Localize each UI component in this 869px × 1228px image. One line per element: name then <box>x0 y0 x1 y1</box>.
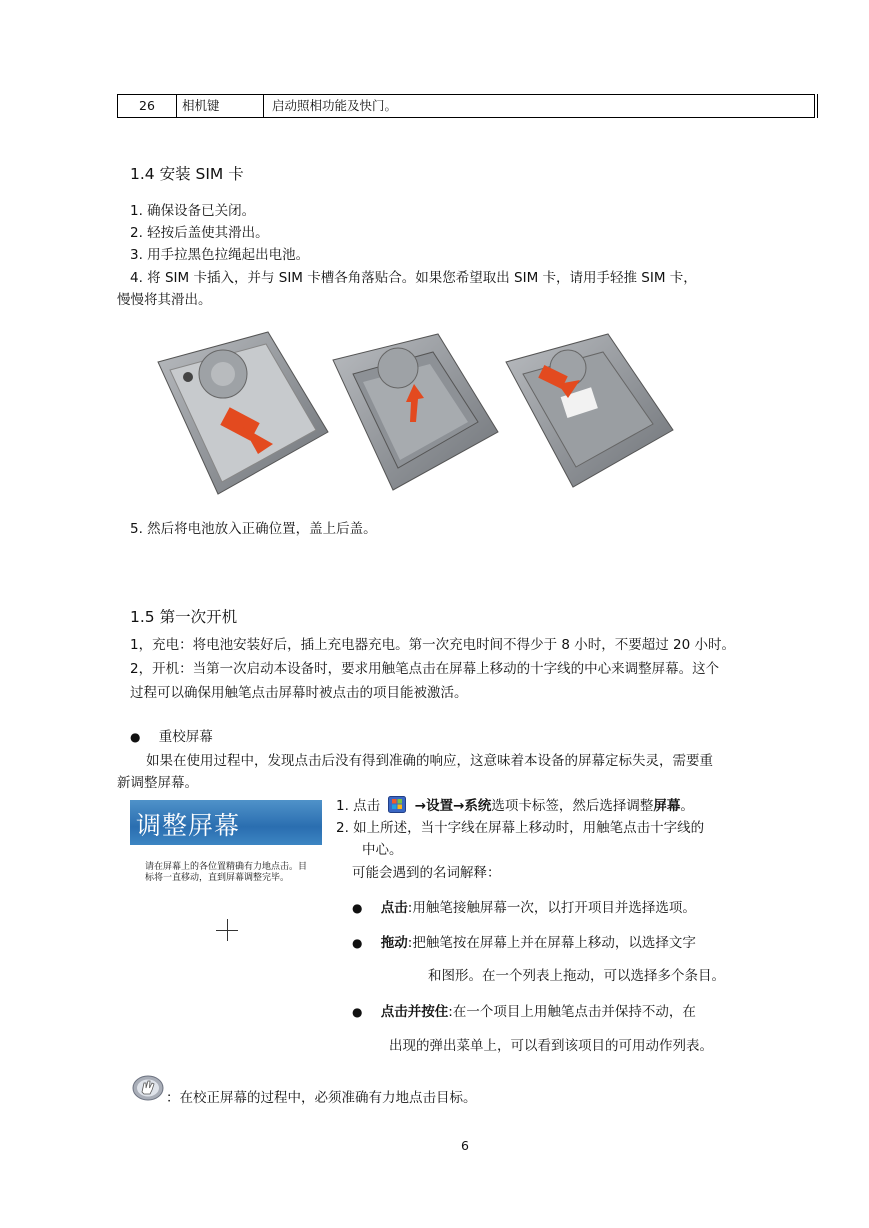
term-tap-and-hold-cont: 出现的弹出菜单上，可以看到该项目的可用动作列表。 <box>389 1038 713 1054</box>
calibrate-screen-instruction: 请在屏幕上的各位置精确有力地点击。目标将一直移动，直到屏幕调整完毕。 <box>145 862 308 883</box>
sim-step-4: 4. 将 SIM 卡插入，并与 SIM 卡槽各角落贴合。如果您希望取出 SIM 卡，请用手轻推 SIM 卡， <box>130 270 697 286</box>
sim-step-5: 5. 然后将电池放入正确位置，盖上后盖。 <box>130 521 377 537</box>
note-hand-icon <box>132 1075 164 1101</box>
bullet-recalibrate <box>130 727 213 747</box>
terms-intro: 可能会遇到的名词解释： <box>352 865 501 881</box>
row-description: 启动照相功能及快门。 <box>272 98 398 113</box>
term-drag-cont: 和图形。在一个列表上拖动，可以选择多个条目。 <box>428 968 725 984</box>
calibrate-screen-title: 调整屏幕 <box>136 811 241 840</box>
section-heading-1-4: 1.4 安装 SIM 卡 <box>130 165 244 183</box>
sim-step-4-cont: 慢慢将其滑出。 <box>117 292 212 308</box>
recal-step-1: 1. 点击 →设置→系统选项卡标签，然后选择调整屏幕。 <box>336 798 694 814</box>
section-heading-1-5: 1.5 第一次开机 <box>130 608 238 626</box>
term-drag: ● 拖动:把触笔按在屏幕上并在屏幕上移动，以选择文字 <box>352 935 696 951</box>
phone-back-cover-icon <box>158 332 328 494</box>
term-tap: ● 点击:用触笔接触屏幕一次，以打开项目并选择选项。 <box>352 900 696 916</box>
phone-sim-slot-icon <box>506 334 673 487</box>
page-number: 6 <box>461 1138 469 1153</box>
bullet-dot-icon: ● <box>130 730 141 744</box>
sim-step-1: 1. 确保设备已关闭。 <box>130 203 256 219</box>
spec-table-row <box>117 94 815 118</box>
bullet-dot-icon: ● <box>352 901 363 915</box>
recal-step-2: 2. 如上所述，当十字线在屏幕上移动时，用触笔点击十字线的 <box>336 820 705 836</box>
phone-battery-icon <box>333 334 498 490</box>
bullet-recalibrate-title: 重校屏幕 <box>158 729 213 745</box>
bullet-dot-icon: ● <box>352 936 363 950</box>
bullet-dot-icon: ● <box>352 1005 363 1019</box>
windows-start-icon <box>388 796 406 813</box>
row-key-name: 相机键 <box>176 95 264 117</box>
calibrate-screen-banner <box>130 800 322 845</box>
crosshair-icon-vertical <box>227 919 228 941</box>
term-tap-and-hold: ● 点击并按住:在一个项目上用触笔点击并保持不动，在 <box>352 1004 696 1020</box>
recalibrate-para: 如果在使用过程中，发现点击后没有得到准确的响应，这意味着本设备的屏幕定标失灵，需要重 <box>146 753 713 769</box>
recal-step-2-cont: 中心。 <box>362 842 403 858</box>
note-text: ：在校正屏幕的过程中，必须准确有力地点击目标。 <box>166 1090 477 1106</box>
row-number: 26 <box>118 95 177 117</box>
first-boot-power-on: 2，开机：当第一次启动本设备时，要求用触笔点击在屏幕上移动的十字线的中心来调整屏幕。这个 <box>130 661 720 677</box>
first-boot-charge: 1，充电：将电池安装好后，插上充电器充电。第一次充电时间不得少于 8 小时，不要超过 20 小时。 <box>130 637 736 653</box>
sim-install-illustration <box>148 322 678 502</box>
first-boot-power-on-cont: 过程可以确保用触笔点击屏幕时被点击的项目能被激活。 <box>130 685 468 701</box>
sim-step-3: 3. 用手拉黑色拉绳起出电池。 <box>130 247 310 263</box>
sim-step-2: 2. 轻按后盖使其滑出。 <box>130 225 269 241</box>
recalibrate-para-cont: 新调整屏幕。 <box>117 775 198 791</box>
